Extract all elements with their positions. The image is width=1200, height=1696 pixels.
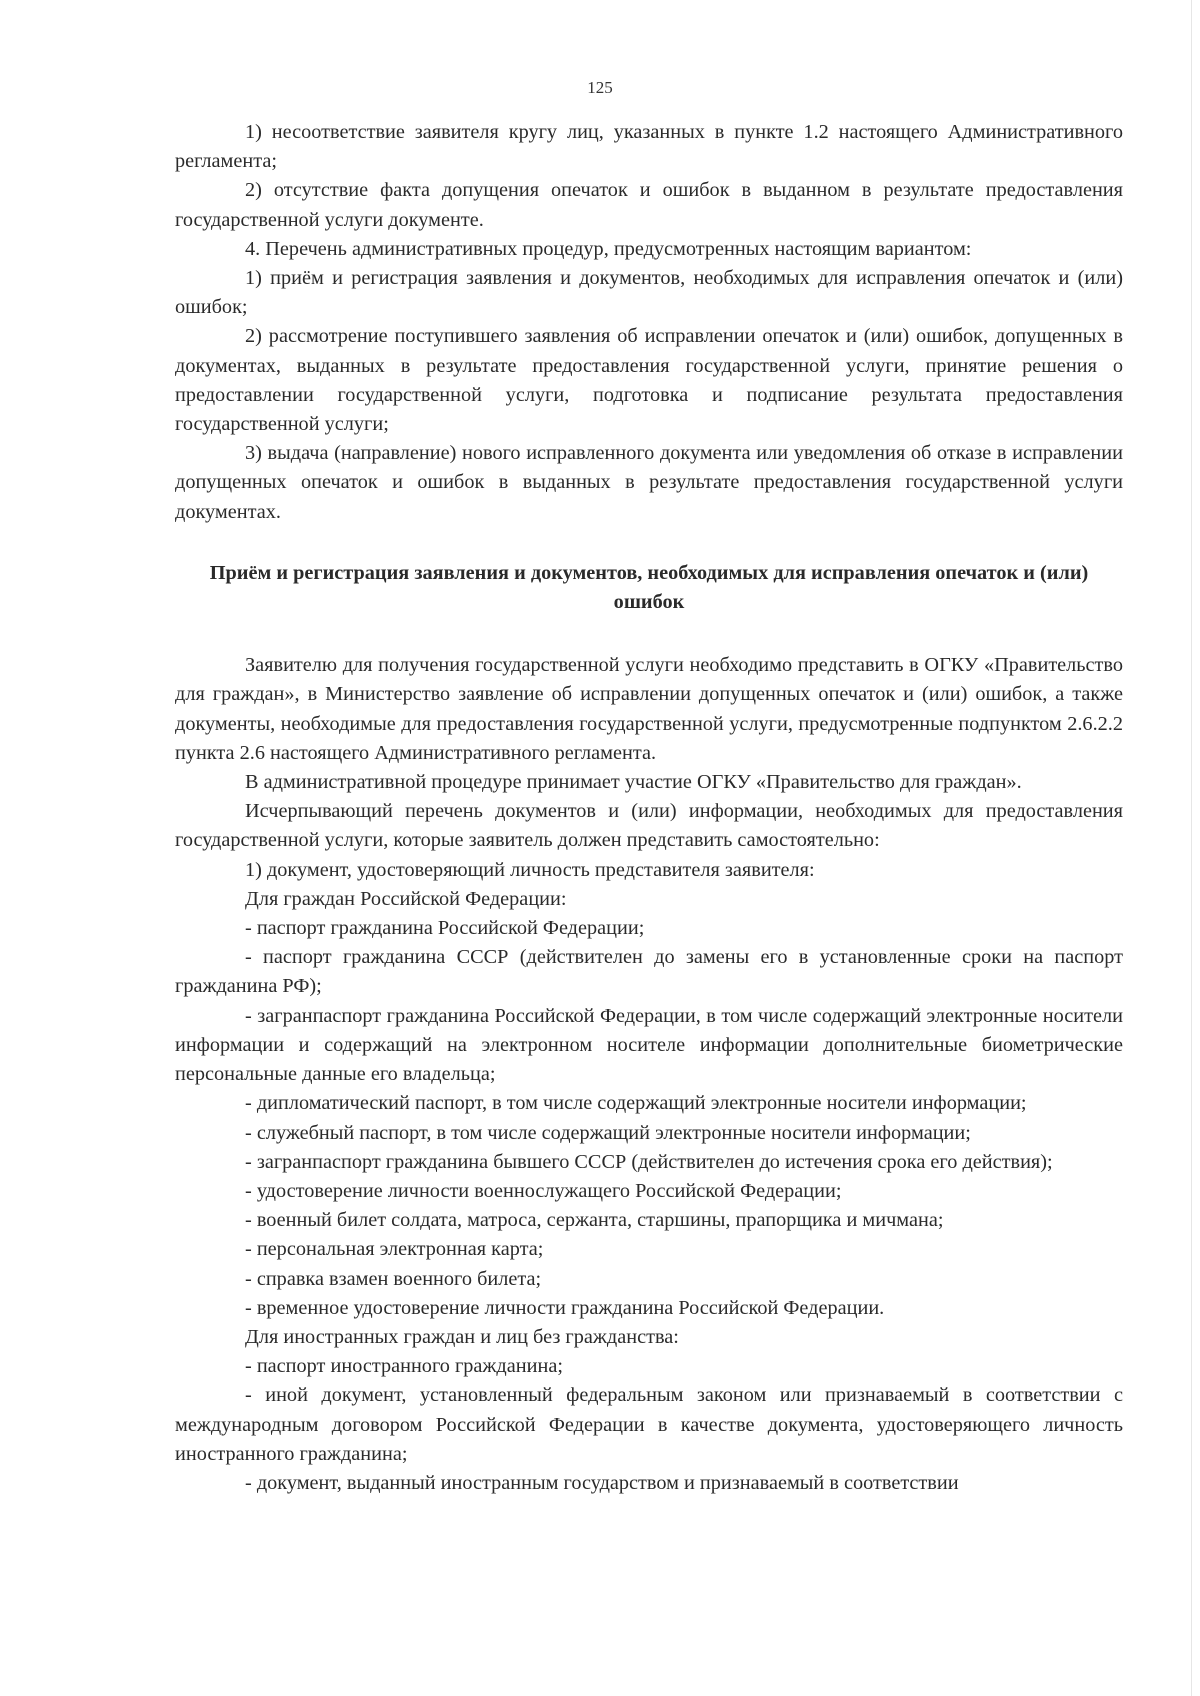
list-item: - документ, выданный иностранным государством и признаваемый в соответствии xyxy=(245,1471,959,1494)
list-item: - паспорт иностранного гражданина; xyxy=(245,1355,563,1378)
document-body xyxy=(175,118,1123,1498)
list-item: - загранпаспорт гражданина бывшего СССР (действителен до истечения срока его действия); xyxy=(245,1150,1053,1173)
list-item: - дипломатический паспорт, в том числе содержащий электронные носители информации; xyxy=(245,1092,1027,1115)
paragraph: 2) рассмотрение поступившего заявления об исправлении опечаток и (или) ошибок, допущенных в документах, выданных в результате предоставления государственной услуги, принятие решения о предоставлении государственной услуги, подготовка и подписание результата предоставления государственной услуги; xyxy=(175,325,1123,436)
paragraph: Исчерпывающий перечень документов и (или) информации, необходимых для предоставления государственной услуги, которые заявитель должен представить самостоятельно: xyxy=(175,800,1123,852)
list-item: - удостоверение личности военнослужащего Российской Федерации; xyxy=(245,1179,842,1202)
paragraph: 3) выдача (направление) нового исправленного документа или уведомления об отказе в исправлении допущенных опечаток и ошибок в выданных в результате предоставления государственной услуги документах. xyxy=(175,442,1123,523)
list-item: - загранпаспорт гражданина Российской Федерации, в том числе содержащий электронные носители информации и содержащий на электронном носителе информации дополнительные биометрические персональные данные его владельца; xyxy=(175,1004,1123,1086)
list-item: - паспорт гражданина СССР (действителен до замены его в установленные сроки на паспорт гражданина РФ); xyxy=(175,946,1123,998)
list-subheading: Для граждан Российской Федерации: xyxy=(245,887,567,910)
paragraph: 1) несоответствие заявителя кругу лиц, указанных в пункте 1.2 настоящего Административного регламента; xyxy=(175,121,1123,173)
list-item: - служебный паспорт, в том числе содержащий электронные носители информации; xyxy=(245,1121,971,1144)
list-item: - персональная электронная карта; xyxy=(245,1238,544,1261)
paragraph: В административной процедуре принимает участие ОГКУ «Правительство для граждан». xyxy=(245,771,1022,794)
list-item: - иной документ, установленный федеральным законом или признаваемый в соответствии с международным договором Российской Федерации в качестве документа, удостоверяющего личность иностранного гражданина; xyxy=(175,1384,1123,1465)
section-heading: Приём и регистрация заявления и документов, необходимых для исправления опечаток и (или) ошибок xyxy=(209,561,1089,614)
paragraph: 1) приём и регистрация заявления и документов, необходимых для исправления опечаток и (или) ошибок; xyxy=(175,267,1123,319)
list-item: - временное удостоверение личности гражданина Российской Федерации. xyxy=(245,1296,885,1319)
paragraph: 4. Перечень административных процедур, предусмотренных настоящим вариантом: xyxy=(245,237,972,260)
list-subheading: Для иностранных граждан и лиц без гражданства: xyxy=(245,1325,679,1348)
page-number: 125 xyxy=(587,78,613,97)
paragraph: Заявителю для получения государственной услуги необходимо представить в ОГКУ «Правительство для граждан», в Министерство заявление об исправлении допущенных опечаток и (или) ошибок, а также документы, необходимые для предоставления государственной услуги, предусмотренные подпунктом 2.6.2.2 пункта 2.6 настоящего Административного регламента. xyxy=(175,654,1123,764)
list-item: - военный билет солдата, матроса, сержанта, старшины, прапорщика и мичмана; xyxy=(245,1209,944,1232)
list-item: 1) документ, удостоверяющий личность представителя заявителя: xyxy=(245,858,815,881)
paragraph: 2) отсутствие факта допущения опечаток и ошибок в выданном в результате предоставления государственной услуги документе. xyxy=(175,179,1123,231)
scan-edge-line xyxy=(1191,0,1192,1696)
list-item: - справка взамен военного билета; xyxy=(245,1267,542,1290)
list-item: - паспорт гражданина Российской Федерации; xyxy=(245,917,645,940)
